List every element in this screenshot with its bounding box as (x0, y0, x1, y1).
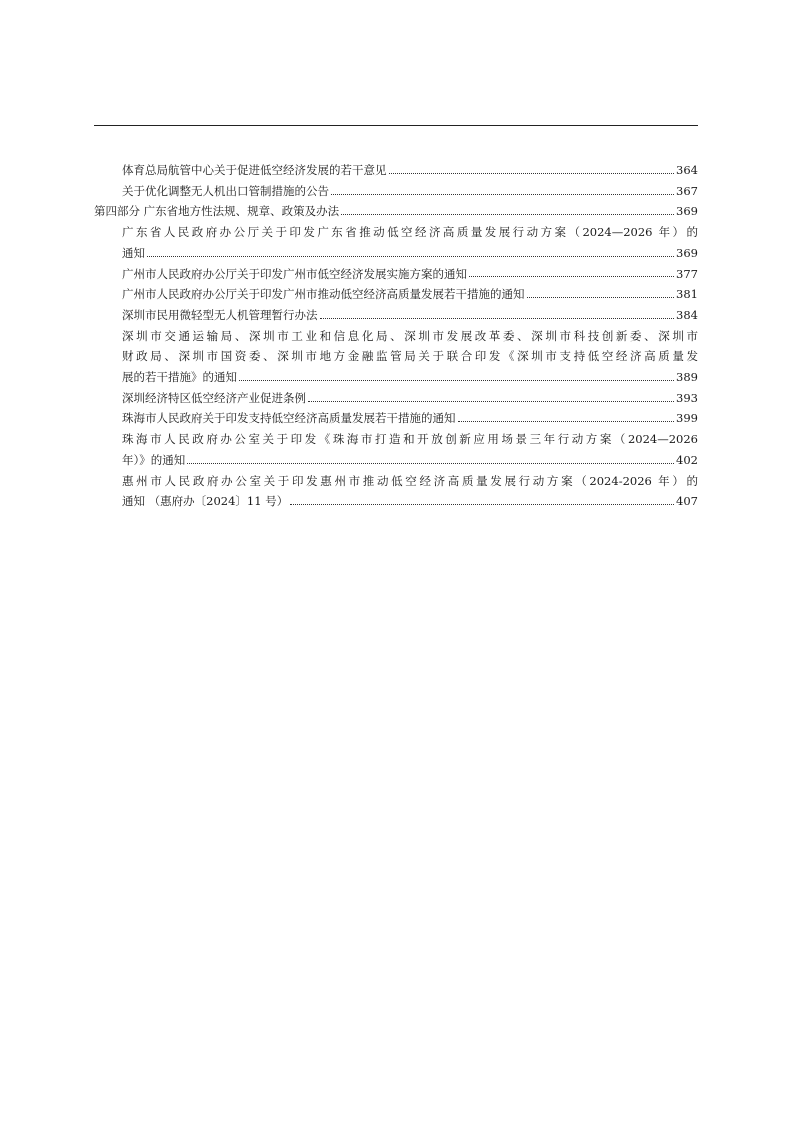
toc-entry[interactable] (94, 284, 698, 305)
toc-entry-last-line (122, 160, 698, 181)
toc-page-number: 393 (676, 390, 698, 405)
toc-entry-title: 广州市人民政府办公厅关于印发广州市低空经济发展实施方案的通知 (122, 266, 467, 281)
toc-entry-title-line: 惠州市人民政府办公室关于印发惠州市推动低空经济高质量发展行动方案（2024-2026 年）的 (122, 473, 698, 488)
header-rule (94, 125, 698, 126)
dot-leader (320, 318, 675, 319)
dot-leader (389, 173, 675, 174)
toc-entry-title: 深圳经济特区低空经济产业促进条例 (122, 390, 306, 405)
toc-entry-title: 第四部分 广东省地方性法规、规章、政策及办法 (94, 204, 340, 219)
toc-entry[interactable] (94, 408, 698, 429)
toc-page-number: 399 (676, 411, 698, 426)
toc-section-heading[interactable] (94, 201, 698, 222)
toc-page-number: 407 (676, 494, 698, 509)
toc-entry-last-line (122, 243, 698, 264)
dot-leader (331, 194, 674, 195)
toc-entry-last-line (122, 367, 698, 388)
toc-entry[interactable] (94, 429, 698, 470)
toc-entry-last-line (122, 491, 698, 512)
toc-page-number: 402 (676, 452, 698, 467)
toc-entry-title-line: 珠海市人民政府办公室关于印发《珠海市打造和开放创新应用场景三年行动方案（2024—2026 (122, 432, 698, 447)
toc-entry-title: 广州市人民政府办公厅关于印发广州市推动低空经济高质量发展若干措施的通知 (122, 287, 525, 302)
toc-page-number: 369 (676, 204, 698, 219)
toc-page-number: 367 (676, 183, 698, 198)
toc-entry-title-line: 财政局、深圳市国资委、深圳市地方金融监管局关于联合印发《深圳市支持低空经济高质量发 (122, 349, 698, 364)
toc-entry-title-line: 广东省人民政府办公厅关于印发广东省推动低空经济高质量发展行动方案（2024—2026 年）的 (122, 225, 698, 240)
toc-entry[interactable] (94, 471, 698, 512)
toc-page-number: 381 (676, 287, 698, 302)
toc-entry[interactable] (94, 160, 698, 181)
toc-page-number: 377 (676, 266, 698, 281)
dot-leader (458, 421, 675, 422)
toc-entry-title-line: 深圳市交通运输局、深圳市工业和信息化局、深圳市发展改革委、深圳市科技创新委、深圳市 (122, 328, 698, 343)
toc-entry-last-line (122, 264, 698, 285)
toc-entry[interactable] (94, 388, 698, 409)
toc-entry-title: 珠海市人民政府关于印发支持低空经济高质量发展若干措施的通知 (122, 411, 456, 426)
toc-entry[interactable] (94, 181, 698, 202)
toc-entry-title: 关于优化调整无人机出口管制措施的公告 (122, 183, 329, 198)
dot-leader (239, 380, 674, 381)
dot-leader (308, 401, 674, 402)
dot-leader (469, 276, 674, 277)
toc-entry[interactable] (94, 222, 698, 263)
toc-entry-last-line (122, 450, 698, 471)
dot-leader (187, 463, 674, 464)
toc-page-number: 384 (676, 307, 698, 322)
toc-entry-title: 通知 （惠府办〔2024〕11 号） (122, 494, 289, 509)
toc-entry[interactable] (94, 264, 698, 285)
toc-entry-title: 体育总局航管中心关于促进低空经济发展的若干意见 (122, 163, 387, 177)
toc-entry-last-line (122, 181, 698, 202)
toc-entry[interactable] (94, 305, 698, 326)
toc-entry-title: 通知 (122, 245, 145, 260)
toc-entry-last-line (122, 284, 698, 305)
dot-leader (527, 297, 675, 298)
toc-entry-title: 年）》的通知 (122, 452, 186, 467)
toc-page-number: 369 (676, 245, 698, 260)
toc-entry-title: 展的若干措施》的通知 (122, 370, 237, 385)
toc-entry-title: 深圳市民用微轻型无人机管理暂行办法 (122, 307, 318, 322)
toc-entry-last-line (122, 305, 698, 326)
dot-leader (341, 214, 674, 215)
dot-leader (290, 504, 674, 505)
toc-page-number: 364 (676, 163, 698, 177)
toc-page-number: 389 (676, 370, 698, 385)
toc-entry[interactable] (94, 326, 698, 388)
table-of-contents (94, 160, 698, 512)
toc-entry-last-line (94, 201, 698, 222)
dot-leader (147, 256, 674, 257)
toc-entry-last-line (122, 408, 698, 429)
toc-entry-last-line (122, 388, 698, 409)
